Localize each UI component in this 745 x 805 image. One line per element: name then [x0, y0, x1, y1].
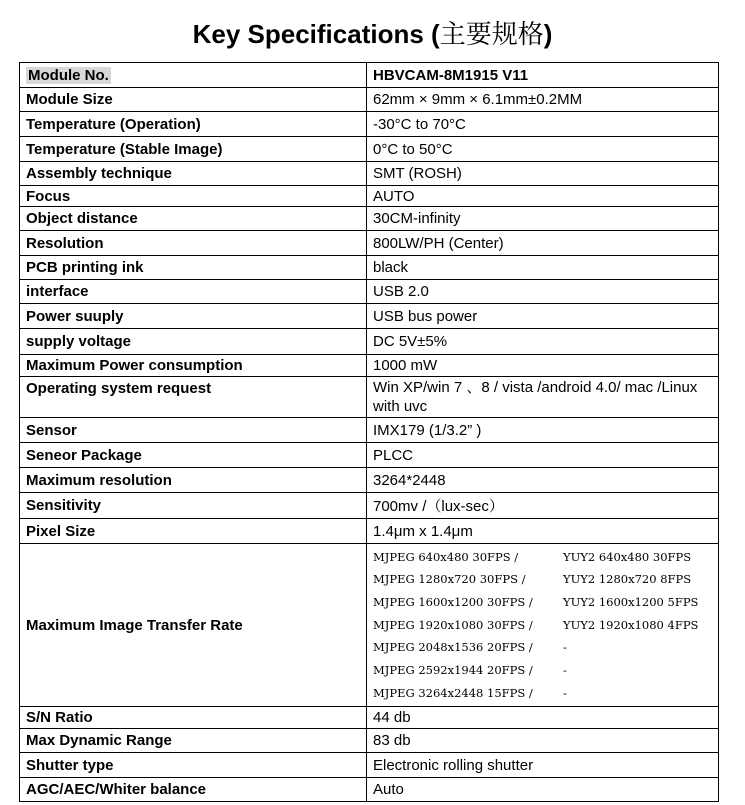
spec-value: PLCC — [367, 443, 719, 468]
spec-label: Pixel Size — [20, 519, 367, 544]
page-title — [0, 14, 745, 51]
table-row — [20, 418, 719, 443]
title-close: ) — [543, 19, 553, 49]
spec-value: Auto — [367, 778, 719, 802]
table-row — [20, 519, 719, 544]
table-row — [20, 304, 719, 329]
table-row — [20, 443, 719, 468]
rate-line — [373, 659, 712, 682]
mjpeg-rate: MJPEG 2592x1944 20FPS / — [373, 663, 533, 678]
spec-label: Resolution — [20, 231, 367, 256]
spec-value: 1000 mW — [367, 355, 719, 377]
spec-label: Maximum resolution — [20, 468, 367, 493]
spec-label: supply voltage — [20, 329, 367, 355]
spec-value: -30°C to 70°C — [367, 112, 719, 137]
spec-label: Object distance — [20, 207, 367, 231]
table-row — [20, 256, 719, 280]
spec-label: interface — [20, 280, 367, 304]
spec-value: HBVCAM-8M1915 V11 — [367, 63, 719, 88]
table-row — [20, 355, 719, 377]
spec-value: 800LW/PH (Center) — [367, 231, 719, 256]
table-row — [20, 778, 719, 802]
spec-value: 30CM-infinity — [367, 207, 719, 231]
table-row — [20, 377, 719, 418]
spec-label: Shutter type — [20, 753, 367, 778]
table-row — [20, 112, 719, 137]
spec-label: Seneor Package — [20, 443, 367, 468]
spec-value: black — [367, 256, 719, 280]
spec-value: AUTO — [367, 186, 719, 207]
spec-value: 44 db — [367, 707, 719, 729]
spec-value: USB bus power — [367, 304, 719, 329]
table-row — [20, 280, 719, 304]
spec-label: Maximum Image Transfer Rate — [20, 544, 367, 707]
spec-label: Module No. — [20, 63, 367, 88]
rate-line — [373, 591, 712, 614]
table-row — [20, 186, 719, 207]
spec-value: 83 db — [367, 729, 719, 753]
title-chinese: 主要规格 — [439, 20, 544, 50]
table-row — [20, 544, 719, 707]
rate-line — [373, 636, 712, 659]
mjpeg-rate: MJPEG 1280x720 30FPS / — [373, 572, 526, 587]
spec-label: Focus — [20, 186, 367, 207]
rate-line — [373, 546, 712, 569]
yuy2-rate: - — [563, 685, 567, 700]
spec-label: Sensor — [20, 418, 367, 443]
mjpeg-rate: MJPEG 640x480 30FPS / — [373, 549, 519, 564]
spec-value: DC 5V±5% — [367, 329, 719, 355]
table-row — [20, 707, 719, 729]
table-row — [20, 329, 719, 355]
rate-line — [373, 682, 712, 705]
spec-label: Operating system request — [20, 377, 367, 418]
spec-value: 1.4μm x 1.4μm — [367, 519, 719, 544]
spec-value: 700mv /（lux-sec） — [367, 493, 719, 519]
mjpeg-rate: MJPEG 1920x1080 30FPS / — [373, 617, 533, 632]
table-row — [20, 231, 719, 256]
spec-label: Power suuply — [20, 304, 367, 329]
mjpeg-rate: MJPEG 2048x1536 20FPS / — [373, 640, 533, 655]
table-row — [20, 162, 719, 186]
table-row — [20, 729, 719, 753]
table-row — [20, 468, 719, 493]
spec-label: Maximum Power consumption — [20, 355, 367, 377]
mjpeg-rate: MJPEG 3264x2448 15FPS / — [373, 685, 533, 700]
table-row — [20, 88, 719, 112]
spec-label: Sensitivity — [20, 493, 367, 519]
spec-value: SMT (ROSH) — [367, 162, 719, 186]
yuy2-rate: YUY2 1280x720 8FPS — [563, 572, 692, 587]
spec-label: S/N Ratio — [20, 707, 367, 729]
transfer-rate-list — [367, 544, 719, 707]
table-row — [20, 137, 719, 162]
spec-label: Max Dynamic Range — [20, 729, 367, 753]
spec-value: 3264*2448 — [367, 468, 719, 493]
yuy2-rate: YUY2 1920x1080 4FPS — [563, 617, 699, 632]
yuy2-rate: YUY2 1600x1200 5FPS — [563, 594, 699, 609]
yuy2-rate: - — [563, 640, 567, 655]
yuy2-rate: YUY2 640x480 30FPS — [563, 549, 692, 564]
table-row — [20, 753, 719, 778]
spec-value: 62mm × 9mm × 6.1mm±0.2MM — [367, 88, 719, 112]
yuy2-rate: - — [563, 663, 567, 678]
spec-label: PCB printing ink — [20, 256, 367, 280]
spec-label: AGC/AEC/Whiter balance — [20, 778, 367, 802]
spec-value: Win XP/win 7 、8 / vista /android 4.0/ mac /Linux with uvc — [367, 377, 719, 418]
spec-value: USB 2.0 — [367, 280, 719, 304]
rate-line — [373, 568, 712, 591]
spec-label: Assembly technique — [20, 162, 367, 186]
mjpeg-rate: MJPEG 1600x1200 30FPS / — [373, 594, 533, 609]
spec-value: IMX179 (1/3.2” ) — [367, 418, 719, 443]
table-row — [20, 207, 719, 231]
spec-label: Temperature (Operation) — [20, 112, 367, 137]
table-row — [20, 63, 719, 88]
table-row — [20, 493, 719, 519]
spec-table — [19, 62, 719, 802]
title-main: Key Specifications ( — [192, 19, 440, 49]
spec-value: Electronic rolling shutter — [367, 753, 719, 778]
spec-label: Temperature (Stable Image) — [20, 137, 367, 162]
rate-line — [373, 614, 712, 637]
spec-value: 0°C to 50°C — [367, 137, 719, 162]
spec-label: Module Size — [20, 88, 367, 112]
